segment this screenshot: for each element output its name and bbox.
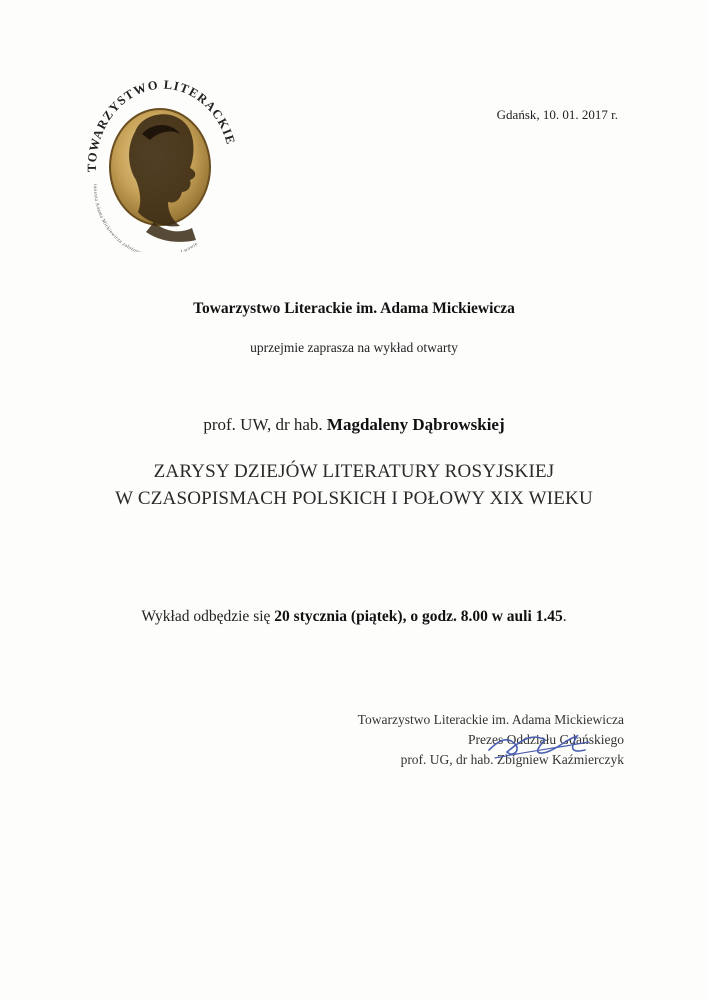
lecture-title-line-1: ZARYSY DZIEJÓW LITERATURY ROSYJSKIEJ bbox=[153, 461, 555, 482]
society-logo-seal bbox=[80, 72, 240, 252]
signature-organization: Towarzystwo Literackie im. Adama Mickiewicza bbox=[357, 712, 624, 727]
handwritten-signature bbox=[485, 722, 595, 767]
organization-name: Towarzystwo Literackie im. Adama Mickiewicza bbox=[193, 300, 515, 317]
logo-inner-text: imienia Adama Mickiewicza założo wowie bbox=[91, 183, 200, 252]
letter-date: Gdańsk, 10. 01. 2017 r. bbox=[496, 107, 618, 122]
speaker-line bbox=[0, 415, 708, 435]
lecture-title-line-2: W CZASOPISMACH POLSKICH I POŁOWY XIX WIEKU bbox=[115, 488, 593, 509]
invitation-text: uprzejmie zaprasza na wykład otwarty bbox=[250, 340, 458, 355]
speaker-name: Magdaleny Dąbrowskiej bbox=[326, 415, 505, 434]
schedule-date-place: 20 stycznia (piątek), o godz. 8.00 w auli 1.45 bbox=[274, 608, 563, 625]
signature-role: Prezes Oddziału Gdańskiego bbox=[468, 732, 624, 747]
speaker-title: prof. UW, dr hab. bbox=[203, 415, 327, 434]
schedule-end: . bbox=[562, 608, 567, 625]
schedule-intro: Wykład odbędzie się bbox=[141, 608, 275, 625]
logo-ring-text: TOWARZYSTWO LITERACKIE bbox=[84, 77, 239, 173]
signature-name: prof. UG, dr hab. Zbigniew Kaźmierczyk bbox=[400, 752, 624, 767]
lecture-title bbox=[0, 458, 708, 512]
lecture-schedule bbox=[0, 608, 708, 626]
